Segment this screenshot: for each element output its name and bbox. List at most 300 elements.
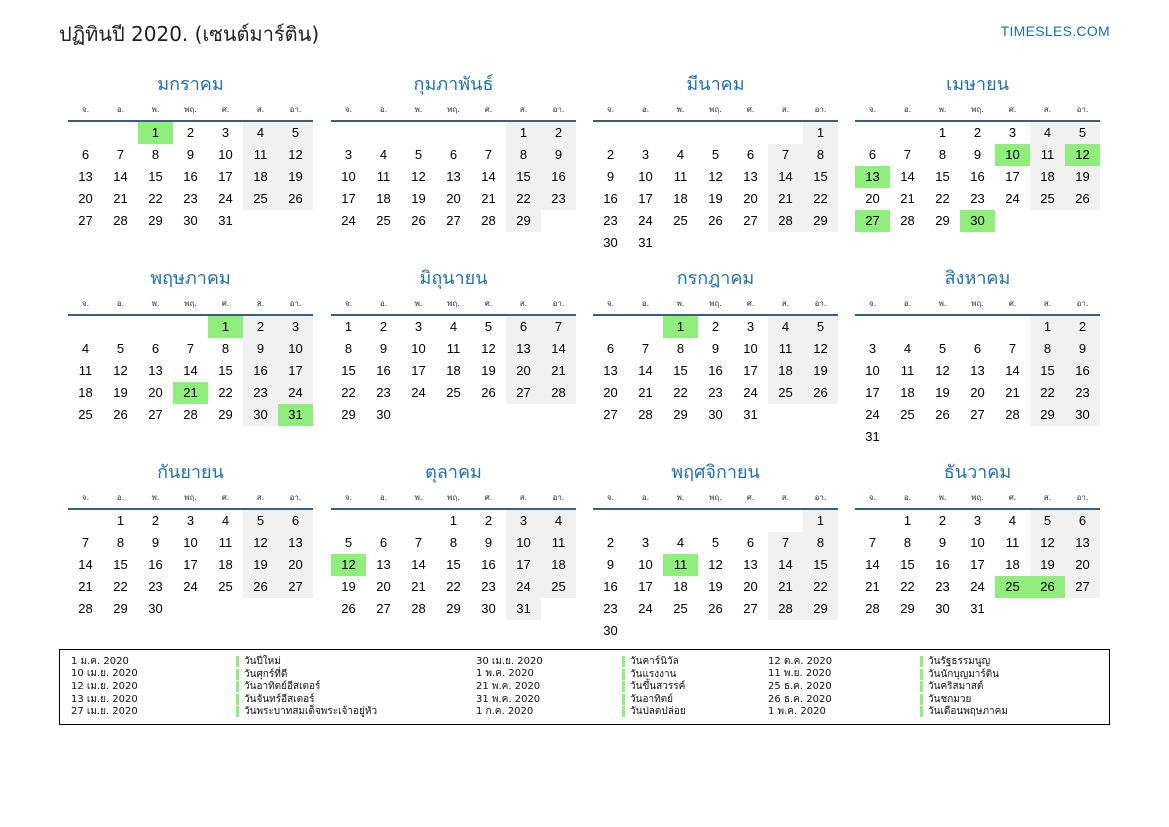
day-grid [593,122,838,254]
day-cell: 18 [243,166,278,188]
weekday-header [855,100,1100,122]
day-cell: 12 [278,144,313,166]
day-cell: 6 [973,341,982,356]
week-row [855,316,1100,338]
weekday-label: ส. [781,299,790,308]
empty-cell [995,316,1030,338]
legend-holiday-name: วันรัฐธรรมนูญ [920,656,990,667]
weekday-header [593,488,838,510]
day-cell: 16 [376,363,391,378]
day-cell: 15 [673,363,688,378]
day-cell: 18 [78,385,93,400]
week-row [331,166,576,188]
week-row [593,232,838,254]
weekday-label: ศ. [1008,493,1017,502]
day-cell: 8 [676,341,685,356]
day-cell: 26 [708,601,723,616]
day-cell: 10 [638,169,653,184]
day-cell: 10 [411,341,426,356]
day-cell: 27 [446,213,461,228]
week-row [593,188,838,210]
legend-holiday-name: วันเดือนพฤษภาคม [920,706,1008,717]
day-cell: 21 [768,576,803,598]
day-cell: 24 [506,576,541,598]
legend-holiday-name: วันอาทิตย์ [622,694,673,705]
day-cell: 27 [603,407,618,422]
day-cell: 8 [938,147,947,162]
weekday-label: ส. [781,493,790,502]
week-row [68,144,313,166]
day-cell: 13 [78,169,93,184]
empty-cell [733,232,768,254]
weekday-label: อ. [641,493,650,502]
day-cell: 28 [541,382,576,404]
day-cell: 21 [865,579,880,594]
week-row [68,210,313,232]
day-cell: 18 [218,557,233,572]
day-cell: 30 [603,623,618,638]
day-cell: 29 [803,598,838,620]
weekday-label: ศ. [484,493,493,502]
empty-cell [733,122,768,144]
day-cell: 15 [935,169,950,184]
week-row [593,144,838,166]
day-cell: 25 [995,576,1030,598]
day-grid [68,510,313,620]
day-cell: 10 [865,363,880,378]
day-cell: 4 [1008,513,1017,528]
day-cell: 2 [711,319,720,334]
day-cell: 14 [113,169,128,184]
empty-cell [768,510,803,532]
weekday-label: ส. [519,299,528,308]
legend-holiday-name: วันคริสมาสต์ [920,681,983,692]
month-calendar [331,264,576,426]
day-cell: 11 [541,532,576,554]
weekday-label: จ. [606,105,615,114]
day-cell: 20 [148,385,163,400]
empty-cell [173,316,208,338]
day-cell: 6 [868,147,877,162]
empty-cell [890,426,925,448]
weekday-label: พ. [676,299,685,308]
weekday-label: พฤ. [709,299,722,308]
day-cell: 17 [218,169,233,184]
day-cell: 25 [673,213,688,228]
day-cell: 6 [506,316,541,338]
weekday-label: พฤ. [184,105,197,114]
day-cell: 4 [768,316,803,338]
day-cell: 16 [481,557,496,572]
month-name: กันยายน [157,462,224,483]
day-cell: 10 [506,532,541,554]
month-name: กุมภาพันธ์ [413,74,494,95]
day-cell: 21 [481,191,496,206]
weekday-label: พ. [938,299,947,308]
week-row [855,360,1100,382]
day-cell: 3 [506,510,541,532]
month-name: ธันวาคม [943,462,1012,483]
day-cell: 23 [243,382,278,404]
day-cell: 29 [935,213,950,228]
day-cell: 19 [708,579,723,594]
day-cell: 24 [278,382,313,404]
day-cell: 25 [1030,188,1065,210]
day-cell: 9 [379,341,388,356]
day-cell: 15 [446,557,461,572]
day-cell: 20 [506,360,541,382]
day-cell: 10 [278,338,313,360]
day-cell: 20 [1065,554,1100,576]
day-cell: 19 [481,363,496,378]
empty-cell [541,598,576,620]
day-cell: 17 [743,363,758,378]
day-cell: 25 [376,213,391,228]
day-cell: 13 [743,557,758,572]
day-cell: 5 [484,319,493,334]
week-row [331,382,576,404]
empty-cell [628,510,663,532]
day-cell: 4 [541,510,576,532]
day-cell: 21 [78,579,93,594]
day-cell: 23 [1065,382,1100,404]
weekday-label: จ. [344,493,353,502]
month-calendar [68,458,313,620]
day-cell: 1 [903,513,912,528]
day-cell: 24 [743,385,758,400]
legend-date: 12 ต.ค. 2020 [768,655,833,667]
day-cell: 17 [183,557,198,572]
day-cell: 29 [148,213,163,228]
day-cell: 26 [481,385,496,400]
day-cell: 12 [708,557,723,572]
weekday-label: ศ. [746,105,755,114]
day-cell: 23 [603,213,618,228]
empty-cell [366,510,401,532]
weekday-label: อ. [903,299,912,308]
weekday-header [68,100,313,122]
day-cell: 20 [446,191,461,206]
day-cell: 23 [708,385,723,400]
weekday-label: พ. [151,105,160,114]
day-cell: 5 [344,535,353,550]
day-cell: 17 [506,554,541,576]
empty-cell [663,510,698,532]
day-cell: 28 [113,213,128,228]
day-cell: 28 [183,407,198,422]
day-cell: 5 [278,122,313,144]
day-cell: 2 [186,125,195,140]
day-cell: 11 [78,363,93,378]
empty-cell [925,316,960,338]
day-cell: 13 [446,169,461,184]
empty-cell [103,122,138,144]
day-cell: 12 [1030,532,1065,554]
day-cell: 7 [768,532,803,554]
day-cell: 16 [183,169,198,184]
day-cell: 7 [116,147,125,162]
day-cell: 6 [449,147,458,162]
day-cell: 17 [638,579,653,594]
day-cell: 24 [1005,191,1020,206]
day-cell: 8 [449,535,458,550]
empty-cell [995,210,1030,232]
legend-date: 1 ม.ค. 2020 [71,655,129,667]
week-row [593,598,838,620]
day-cell: 27 [970,407,985,422]
day-cell: 5 [938,341,947,356]
day-cell: 26 [113,407,128,422]
day-cell: 7 [541,316,576,338]
week-row [331,360,576,382]
weekday-label: อา. [552,105,565,114]
week-row [593,510,838,532]
day-cell: 13 [970,363,985,378]
day-cell: 31 [743,407,758,422]
day-cell: 4 [676,147,685,162]
empty-cell [855,122,890,144]
day-cell: 27 [743,213,758,228]
day-cell: 5 [116,341,125,356]
weekday-label: อ. [116,299,125,308]
day-cell: 11 [900,363,915,378]
day-cell: 9 [243,338,278,360]
empty-cell [593,316,628,338]
empty-cell [436,404,471,426]
day-cell: 11 [243,144,278,166]
day-cell: 7 [641,341,650,356]
day-cell: 17 [1005,169,1020,184]
legend-date: 21 พ.ค. 2020 [476,680,541,692]
day-cell: 30 [481,601,496,616]
legend-date: 27 เม.ย. 2020 [71,706,138,718]
week-row [593,166,838,188]
weekday-label: พ. [414,105,423,114]
day-grid [593,316,838,426]
day-cell: 21 [173,382,208,404]
day-cell: 28 [865,601,880,616]
legend-holiday-name: วันปีใหม่ [236,656,281,667]
empty-cell [768,232,803,254]
day-cell: 6 [81,147,90,162]
week-row [855,554,1100,576]
empty-cell [733,510,768,532]
day-cell: 2 [151,513,160,528]
day-cell: 14 [900,169,915,184]
day-cell: 26 [1065,188,1100,210]
day-cell: 26 [411,213,426,228]
empty-cell [436,122,471,144]
weekday-label: พ. [676,493,685,502]
empty-cell [698,620,733,642]
day-cell: 13 [506,338,541,360]
day-cell: 5 [803,316,838,338]
day-cell: 19 [708,191,723,206]
day-cell: 7 [81,535,90,550]
empty-cell [68,510,103,532]
day-cell: 12 [803,338,838,360]
weekday-label: อ. [116,493,125,502]
day-cell: 10 [218,147,233,162]
week-row [331,316,576,338]
day-cell: 27 [855,210,890,232]
day-cell: 8 [803,144,838,166]
empty-cell [995,426,1030,448]
empty-cell [663,232,698,254]
day-cell: 18 [1030,166,1065,188]
day-cell: 9 [484,535,493,550]
weekday-label: ศ. [746,493,755,502]
legend-holiday-name: วันนักบุญมาร์ติน [920,669,999,680]
legend-holiday-name: วันศุกร์ที่ดี [236,669,287,680]
empty-cell [803,404,838,426]
empty-cell [1030,426,1065,448]
day-cell: 22 [506,188,541,210]
day-cell: 25 [446,385,461,400]
week-row [68,338,313,360]
week-row [331,210,576,232]
empty-cell [1065,210,1100,232]
week-row [68,316,313,338]
empty-cell [506,404,541,426]
day-cell: 29 [673,407,688,422]
day-cell: 14 [481,169,496,184]
empty-cell [803,232,838,254]
weekday-label: จ. [344,105,353,114]
empty-cell [768,620,803,642]
day-cell: 29 [218,407,233,422]
day-cell: 9 [606,557,615,572]
day-cell: 22 [341,385,356,400]
empty-cell [541,210,576,232]
day-cell: 20 [970,385,985,400]
day-cell: 3 [186,513,195,528]
weekday-label: พฤ. [709,105,722,114]
empty-cell [401,122,436,144]
empty-cell [1030,598,1065,620]
day-cell: 7 [768,144,803,166]
weekday-label: อา. [1076,299,1089,308]
day-cell: 2 [541,122,576,144]
day-cell: 14 [78,557,93,572]
day-cell: 11 [446,341,461,356]
day-grid [855,510,1100,620]
weekday-label: พฤ. [184,299,197,308]
weekday-label: ส. [1043,105,1052,114]
week-row [593,532,838,554]
empty-cell [401,404,436,426]
day-cell: 17 [865,385,880,400]
day-cell: 22 [218,385,233,400]
weekday-label: จ. [81,105,90,114]
weekday-label: จ. [606,299,615,308]
page-title: ปฏิทินปี 2020. (เซนต์มาร์ติน) [59,22,320,46]
week-row [593,316,838,338]
day-cell: 16 [243,360,278,382]
day-cell: 9 [938,535,947,550]
day-cell: 20 [865,191,880,206]
week-row [68,382,313,404]
weekday-label: อา. [552,493,565,502]
day-cell: 30 [243,404,278,426]
day-cell: 27 [743,601,758,616]
day-cell: 24 [183,579,198,594]
day-cell: 30 [935,601,950,616]
site-link[interactable]: TIMESLES.COM [1000,23,1110,39]
empty-cell [243,210,278,232]
week-row [68,532,313,554]
day-cell: 5 [1030,510,1065,532]
day-cell: 4 [1030,122,1065,144]
day-cell: 22 [446,579,461,594]
month-calendar [68,264,313,426]
day-cell: 29 [803,210,838,232]
day-cell: 1 [803,122,838,144]
day-cell: 17 [411,363,426,378]
month-name: สิงหาคม [944,268,1011,289]
empty-cell [768,404,803,426]
weekday-label: ส. [256,299,265,308]
day-cell: 14 [768,166,803,188]
weekday-label: พ. [414,493,423,502]
day-cell: 2 [1065,316,1100,338]
empty-cell [541,404,576,426]
empty-cell [855,510,890,532]
week-row [593,576,838,598]
day-cell: 27 [376,601,391,616]
day-cell: 13 [1065,532,1100,554]
weekday-label: พฤ. [447,299,460,308]
day-cell: 30 [183,213,198,228]
empty-cell [331,122,366,144]
week-row [855,532,1100,554]
day-cell: 8 [803,532,838,554]
day-cell: 16 [970,169,985,184]
legend-holiday-name: วันอาทิตย์อีสเตอร์ [236,681,320,692]
weekday-label: ส. [781,105,790,114]
day-cell: 22 [113,579,128,594]
week-row [593,210,838,232]
week-row [593,360,838,382]
weekday-label: พฤ. [184,493,197,502]
weekday-label: พ. [938,493,947,502]
day-cell: 16 [1065,360,1100,382]
empty-cell [960,316,995,338]
day-cell: 25 [900,407,915,422]
week-row [68,188,313,210]
day-cell: 7 [903,147,912,162]
day-cell: 28 [78,601,93,616]
empty-cell [628,316,663,338]
day-cell: 29 [113,601,128,616]
day-cell: 13 [743,169,758,184]
empty-cell [173,598,208,620]
weekday-label: พฤ. [447,105,460,114]
day-cell: 18 [541,554,576,576]
day-cell: 21 [638,385,653,400]
day-cell: 21 [768,188,803,210]
empty-cell [890,122,925,144]
empty-cell [995,598,1030,620]
month-calendar [855,458,1100,620]
day-cell: 23 [376,385,391,400]
day-cell: 21 [113,191,128,206]
day-cell: 8 [151,147,160,162]
day-cell: 20 [376,579,391,594]
day-cell: 29 [1030,404,1065,426]
weekday-label: จ. [344,299,353,308]
weekday-label: ส. [256,493,265,502]
